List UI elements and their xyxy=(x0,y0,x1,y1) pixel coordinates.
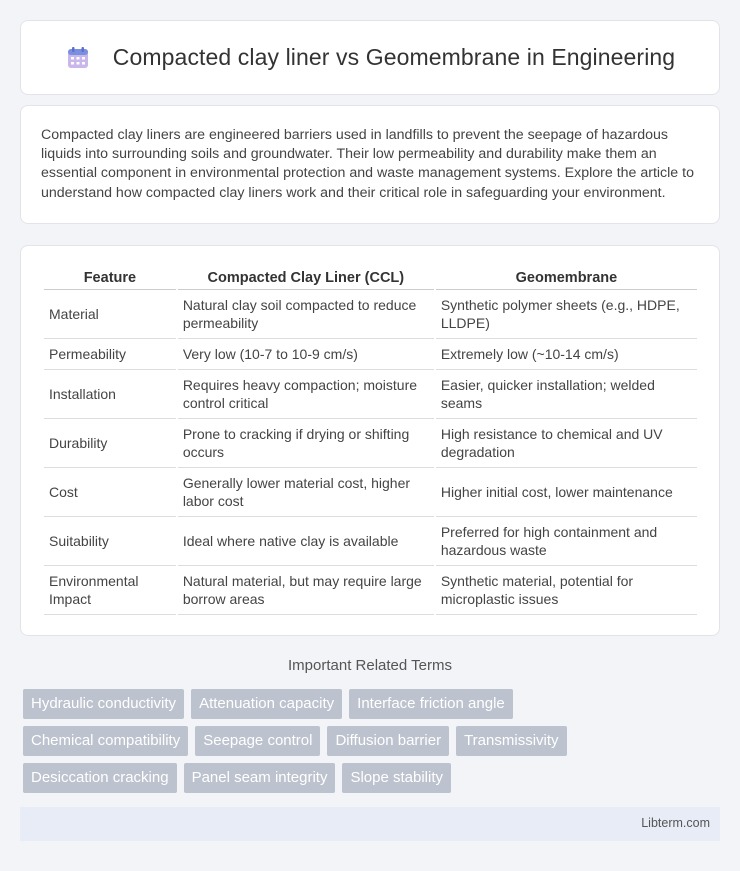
footer xyxy=(20,807,720,841)
table-cell: Suitability xyxy=(44,517,176,566)
table-cell: Durability xyxy=(44,419,176,468)
page-title: Compacted clay liner vs Geomembrane in Engineering xyxy=(112,44,676,70)
calendar-icon xyxy=(65,45,91,71)
related-term-tag[interactable]: Transmissivity xyxy=(456,726,566,756)
tag-row xyxy=(23,726,723,756)
related-term-tag[interactable]: Diffusion barrier xyxy=(327,726,449,756)
table-cell: Synthetic polymer sheets (e.g., HDPE, LLDPE) xyxy=(436,290,697,339)
table-header-row xyxy=(44,266,697,290)
column-header: Geomembrane xyxy=(436,266,697,290)
related-term-tag[interactable]: Chemical compatibility xyxy=(23,726,188,756)
table-cell: Installation xyxy=(44,370,176,419)
related-terms xyxy=(23,689,723,800)
table-cell: Ideal where native clay is available xyxy=(178,517,434,566)
table-cell: Natural material, but may require large borrow areas xyxy=(178,566,434,615)
related-term-tag[interactable]: Desiccation cracking xyxy=(23,763,177,793)
related-term-tag[interactable]: Interface friction angle xyxy=(349,689,513,719)
related-term-tag[interactable]: Hydraulic conductivity xyxy=(23,689,184,719)
tag-row xyxy=(23,689,723,719)
table-cell: Requires heavy compaction; moisture control critical xyxy=(178,370,434,419)
column-header: Compacted Clay Liner (CCL) xyxy=(178,266,434,290)
table-row xyxy=(44,566,697,615)
comparison-card xyxy=(20,245,720,636)
intro-card xyxy=(20,105,720,224)
table-cell: Natural clay soil compacted to reduce permeability xyxy=(178,290,434,339)
footer-site-link[interactable]: Libterm.com xyxy=(641,816,710,830)
table-cell: Prone to cracking if drying or shifting occurs xyxy=(178,419,434,468)
related-terms-title: Important Related Terms xyxy=(288,657,452,674)
table-cell: Permeability xyxy=(44,339,176,370)
table-cell: Preferred for high containment and hazardous waste xyxy=(436,517,697,566)
table-cell: Generally lower material cost, higher labor cost xyxy=(178,468,434,517)
table-cell: Very low (10-7 to 10-9 cm/s) xyxy=(178,339,434,370)
table-cell: Extremely low (~10-14 cm/s) xyxy=(436,339,697,370)
table-row xyxy=(44,419,697,468)
table-row xyxy=(44,517,697,566)
table-cell: Synthetic material, potential for microplastic issues xyxy=(436,566,697,615)
table-row xyxy=(44,290,697,339)
table-cell: Cost xyxy=(44,468,176,517)
table-cell: Environmental Impact xyxy=(44,566,176,615)
related-term-tag[interactable]: Panel seam integrity xyxy=(184,763,336,793)
table-row xyxy=(44,468,697,517)
header-card xyxy=(20,20,720,95)
comparison-table xyxy=(42,266,699,615)
table-cell: High resistance to chemical and UV degradation xyxy=(436,419,697,468)
table-row xyxy=(44,339,697,370)
table-cell: Easier, quicker installation; welded seams xyxy=(436,370,697,419)
related-term-tag[interactable]: Attenuation capacity xyxy=(191,689,342,719)
intro-text: Compacted clay liners are engineered barriers used in landfills to prevent the seepage of hazardous liquids into surrounding soils and groundwater. Their low permeability and durability make them an essential component in environmental protection and waste management systems. Explore the article to understand how compacted clay liners work and their critical role in safeguarding your environment. xyxy=(41,127,694,201)
related-term-tag[interactable]: Slope stability xyxy=(342,763,451,793)
table-row xyxy=(44,370,697,419)
related-term-tag[interactable]: Seepage control xyxy=(195,726,320,756)
table-cell: Higher initial cost, lower maintenance xyxy=(436,468,697,517)
column-header: Feature xyxy=(44,266,176,290)
table-cell: Material xyxy=(44,290,176,339)
tag-row xyxy=(23,763,723,793)
